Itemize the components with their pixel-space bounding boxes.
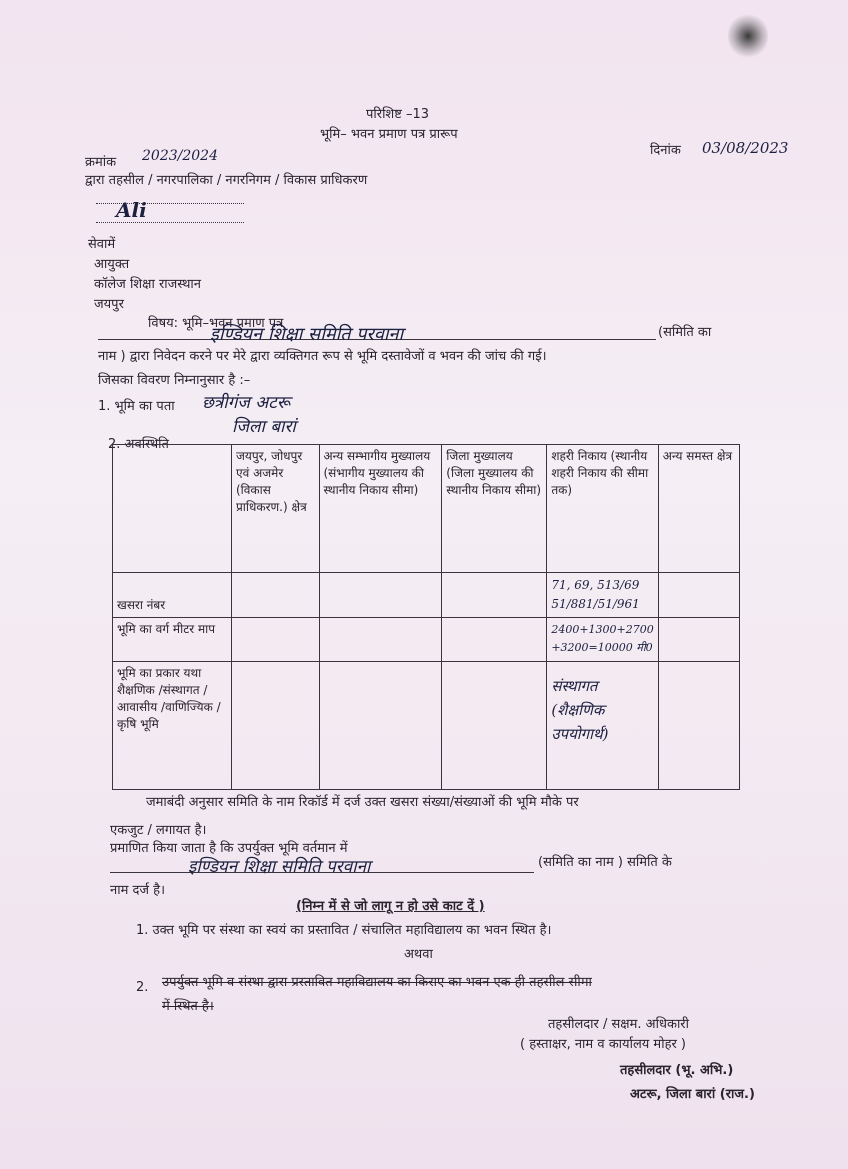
- committee-name: इण्डियन शिक्षा समिति परवाना: [210, 324, 404, 345]
- addressee-line-4: जयपुर: [94, 297, 124, 312]
- location-table: [112, 444, 740, 790]
- header-other: अन्य समस्त क्षेत्र: [658, 445, 739, 573]
- stamp-line-1: तहसीलदार (भू. अभि.): [620, 1063, 734, 1078]
- option-2-line-1: उपर्युक्त भूमि व संस्था द्वारा प्रस्तावित महाविद्यालय का किराए का भवन एक ही तहसील सीमा: [162, 975, 592, 990]
- issuer-line: द्वारा तहसील / नगरपालिका / नगरनिगम / विकास प्राधिकरण: [85, 173, 368, 188]
- row-label-area: भूमि का वर्ग मीटर माप: [113, 618, 232, 662]
- date-value: 03/08/2023: [702, 139, 789, 157]
- header-divisional: अन्य सम्भागीय मुख्यालय (संभागीय मुख्यालय की स्थानीय निकाय सीमा): [319, 445, 442, 573]
- addressee-line-2: आयुक्त: [94, 257, 130, 272]
- header-urban: शहरी निकाय (स्थानीय शहरी निकाय की सीमा तक): [547, 445, 658, 573]
- committee-name-2: इण्डियन शिक्षा समिति परवाना: [188, 857, 371, 877]
- subject-line: विषय: भूमि–भवन प्रमाण पत्र: [148, 316, 284, 331]
- issuer-dotted-line-2: [96, 222, 244, 223]
- date-label: दिनांक: [650, 143, 681, 158]
- address-label: 1. भूमि का पता: [98, 399, 175, 414]
- signatory-note: ( हस्ताक्षर, नाम व कार्यालय मोहर ): [520, 1037, 687, 1052]
- address-line-2: जिला बारां: [232, 417, 296, 437]
- addressee-line-3: कॉलेज शिक्षा राजस्थान: [94, 277, 201, 292]
- address-line-1: छत्रीगंज अटरू: [202, 393, 291, 413]
- header-jaipur: जयपुर, जोधपुर एवं अजमेर (विकास प्राधिकरण.) क्षेत्र: [231, 445, 319, 573]
- signatory-title: तहसीलदार / सक्षम. अधिकारी: [548, 1017, 689, 1032]
- certify-line-4: नाम दर्ज है।: [110, 883, 165, 898]
- doc-subtitle: भूमि– भवन प्रमाण पत्र प्रारूप: [320, 127, 458, 142]
- option-2-line-2: में स्थित है।: [162, 999, 214, 1014]
- certify-line: प्रमाणित किया जाता है कि उपर्युक्त भूमि वर्तमान में: [110, 841, 348, 856]
- instruction-note: (निम्न में से जो लागू न हो उसे काट दें ): [296, 899, 485, 914]
- issuer-initials: Ali: [116, 198, 147, 222]
- stamp-line-2: अटरू, जिला बारां (राज.): [630, 1087, 755, 1102]
- committee-suffix: (समिति का: [658, 325, 712, 340]
- committee-line-2: नाम ) द्वारा निवेदन करने पर मेरे द्वारा व्यक्तिगत रूप से भूमि दस्तावेजों व भवन की जांच की गई।: [98, 349, 547, 364]
- jamabandi-line-2: एकजुट / लगायत है।: [110, 823, 207, 838]
- header-district: जिला मुख्यालय (जिला मुख्यालय की स्थानीय निकाय सीमा): [442, 445, 547, 573]
- committee-line-3: जिसका विवरण निम्नानुसार है :–: [98, 373, 251, 388]
- corner-cell: [113, 445, 232, 573]
- area-values: [547, 618, 658, 662]
- ink-smudge: [728, 12, 768, 60]
- or-separator: अथवा: [404, 947, 433, 962]
- doc-title: परिशिष्ट –13: [366, 107, 430, 122]
- land-type-value: संस्थागत (शैक्षणिक उपयोगार्थ): [547, 662, 658, 790]
- location-caption: 2. अवस्थिति: [108, 437, 169, 452]
- option-2-number: 2.: [136, 980, 149, 995]
- option-1: 1. उक्त भूमि पर संस्था का स्वयं का प्रस्तावित / संचालित महाविद्यालय का भवन स्थित है।: [136, 923, 552, 938]
- jamabandi-line-1: जमाबंदी अनुसार समिति के नाम रिकॉर्ड में दर्ज उक्त खसरा संख्या/संख्याओं की भूमि मौके पर: [146, 795, 579, 810]
- ref-label: क्रमांक: [85, 155, 117, 170]
- addressee-line-1: सेवामें: [88, 237, 116, 252]
- area-line-1: 2400+1300+2700: [551, 623, 654, 636]
- ref-value: 2023/2024: [142, 148, 218, 164]
- certify-suffix: (समिति का नाम ) समिति के: [538, 855, 672, 870]
- khasra-line-1: 71, 69, 513/69: [551, 578, 640, 592]
- row-label-khasra: खसरा नंबर: [113, 573, 232, 618]
- row-label-type: भूमि का प्रकार यथा शैक्षणिक /संस्थागत /आवासीय /वाणिज्यिक /कृषि भूमि: [113, 662, 232, 790]
- khasra-values: [547, 573, 658, 618]
- khasra-line-2: 51/881/51/961: [551, 597, 640, 611]
- area-line-2: +3200=10000 मी0: [551, 641, 653, 654]
